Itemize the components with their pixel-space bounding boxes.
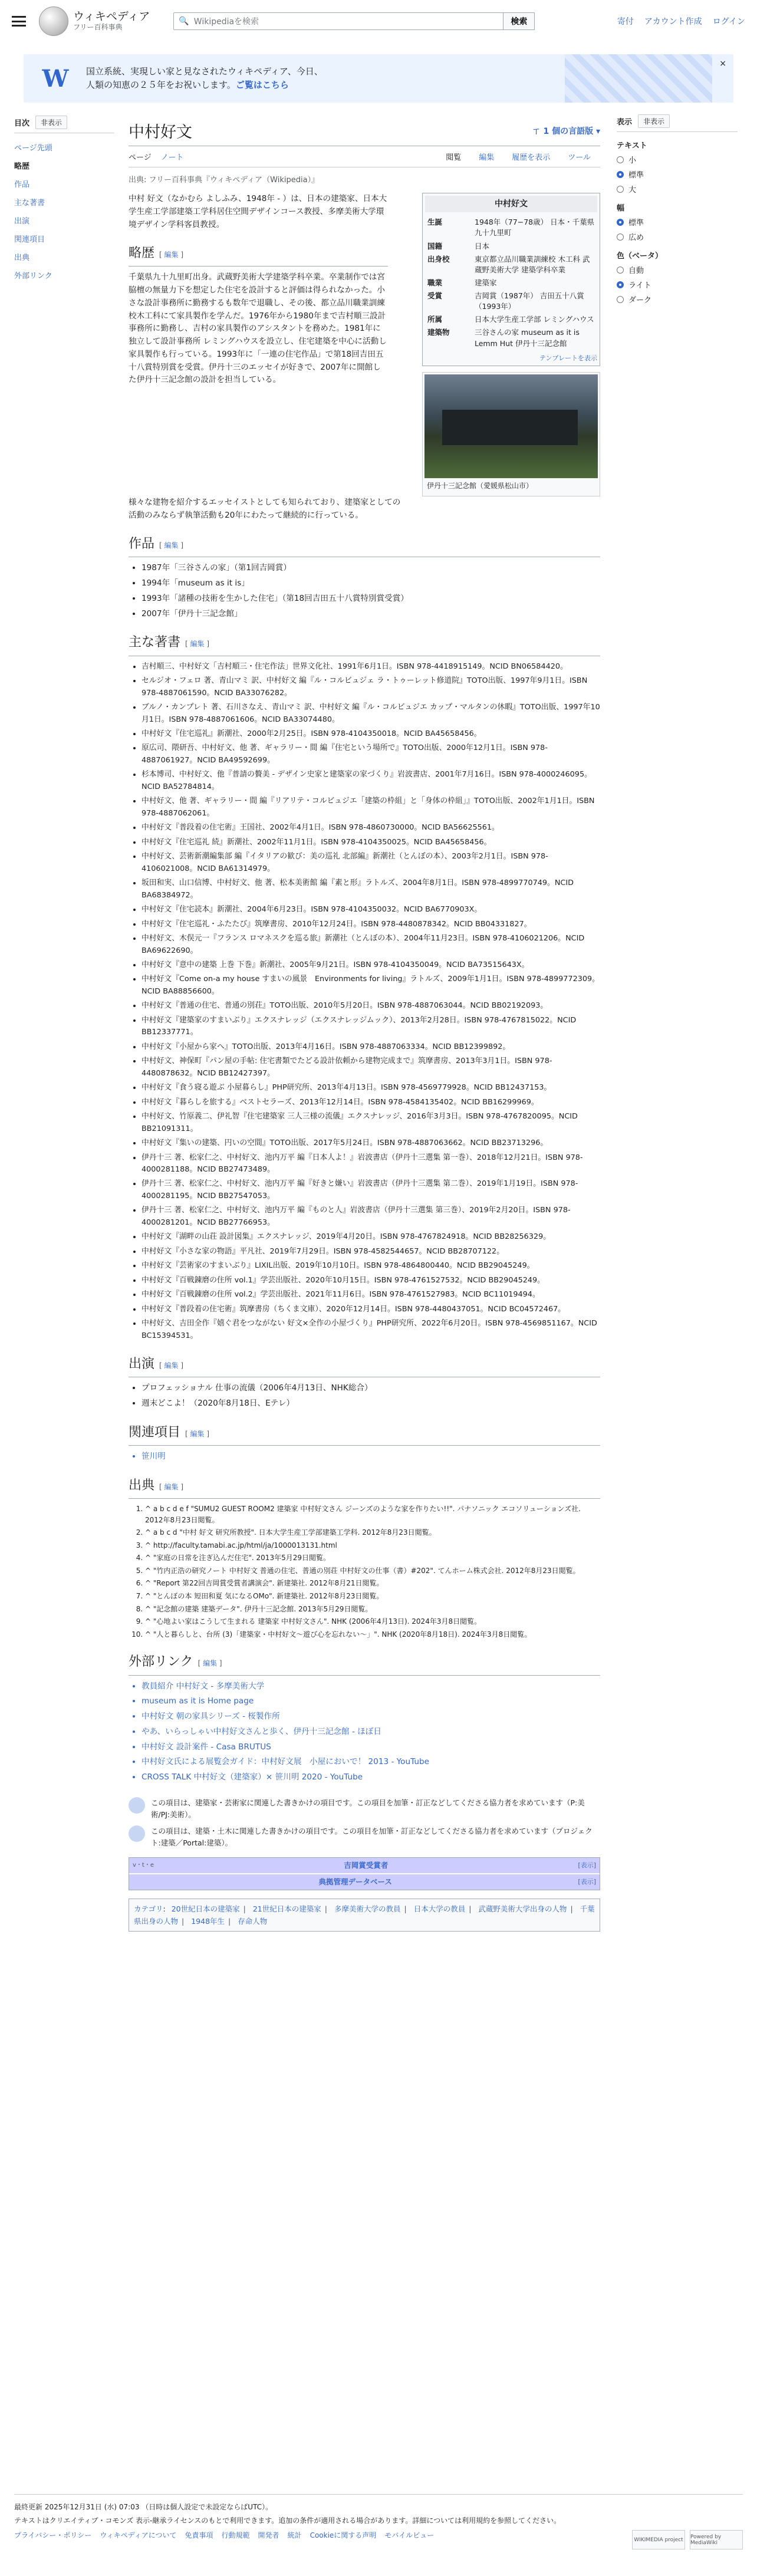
search-icon: 🔍 <box>179 17 189 26</box>
tab-page[interactable]: ページ <box>129 153 152 162</box>
text-size-large[interactable]: 大 <box>617 183 738 195</box>
references-list <box>129 1504 600 1640</box>
search-button[interactable]: 検索 <box>503 12 535 30</box>
infobox-row: 出身校 東京都立品川職業訓練校 木工科 武蔵野美術大学 建築学科卒業 <box>427 254 590 274</box>
footer-link[interactable]: 開発者 <box>258 2531 279 2539</box>
navbox-show-button[interactable]: [表示] <box>578 1878 596 1886</box>
tab-talk[interactable]: ノート <box>160 153 184 162</box>
footer-link[interactable]: 統計 <box>287 2531 302 2539</box>
toc-item-external[interactable]: 外部リンク <box>14 272 52 281</box>
book-item: • 吉村順三、中村好文「吉村順三・住宅作法」世界文化社、1991年6月1日。ISBN 978-4418915149。NCID BN06584420。 <box>141 661 600 673</box>
mediawiki-badge[interactable]: Powered by MediaWiki <box>690 2530 743 2549</box>
toc-item-works[interactable]: 作品 <box>14 180 30 189</box>
building-icon <box>129 1825 145 1842</box>
photo-caption: 伊丹十三記念館（愛媛県松山市） <box>427 481 534 490</box>
reference-item: 10. ^ "人と暮らしと、台所 (3)「建築家・中村好文〜遊び心を忘れない〜」". NHK (2020年8月18日). 2024年3月8日閲覧。 <box>145 1629 600 1640</box>
donate-link[interactable]: 寄付 <box>617 17 634 27</box>
template-link[interactable]: テンプレートを表示 <box>539 354 597 362</box>
works-list <box>129 562 600 620</box>
external-link-item: • 中村好文氏による展覧会ガイド：中村好文展 小屋においで！ 2013 - YouTube <box>141 1756 600 1769</box>
footer-link[interactable]: モバイルビュー <box>384 2531 435 2539</box>
page-title: 中村好文 <box>129 123 192 142</box>
create-account-link[interactable]: アカウント作成 <box>644 17 702 27</box>
color-auto[interactable]: 自動 <box>617 264 738 275</box>
personal-tools <box>617 15 745 27</box>
tab-read[interactable]: 閲覧 <box>446 153 462 162</box>
external-link-item: • 教員紹介 中村好文 - 多摩美術大学 <box>141 1680 600 1693</box>
external-link-item: • 中村好文 朝の家具シリーズ - 桜製作所 <box>141 1710 600 1723</box>
footer-link[interactable]: Cookieに関する声明 <box>310 2531 377 2539</box>
navbox-title-award[interactable]: 吉岡賞受賞者 <box>344 1860 389 1870</box>
work-item: • 2007年「伊丹十三記念館」 <box>141 608 600 621</box>
navbox-vte[interactable]: v・t・e <box>133 1861 154 1868</box>
heading-career: 略歴 [ 編集 ] <box>129 243 388 267</box>
edit-link[interactable]: 編集 <box>190 640 205 649</box>
article-main <box>129 114 600 1932</box>
main-menu-icon[interactable] <box>12 16 26 27</box>
page-title-row <box>129 119 600 146</box>
lead-paragraph: 中村 好文（なかむら よしふみ、1948年 - ）は、日本の建築家、日本大学生産工学部建築工学科居住空間デザインコース教授、多摩美術大学環境デザイン学科客員教授。 <box>129 194 387 229</box>
external-link-item: • やあ、いらっしゃい中村好文さんと歩く、伊丹十三記念館 - ほぼ日 <box>141 1726 600 1739</box>
reference-item: 8. ^ "記念館の建築 建築データ". 伊丹十三記念館. 2013年5月29日閲覧。 <box>145 1604 600 1615</box>
banner-line-2: 人類の知恵の２５年をお祝いします。 <box>86 80 236 90</box>
heading-appearances: 出演 [ 編集 ] <box>129 1354 600 1377</box>
categories-label[interactable]: カテゴリ <box>134 1904 163 1913</box>
work-item: • 1994年「museum as it is」 <box>141 577 600 590</box>
site-header <box>0 0 757 42</box>
text-size-small[interactable]: 小 <box>617 154 738 165</box>
toc-item-references[interactable]: 出典 <box>14 254 30 262</box>
books-list <box>129 661 600 1342</box>
heading-works: 作品 [ 編集 ] <box>129 534 600 557</box>
toc-item-career[interactable]: 略歴 <box>14 162 30 171</box>
book-item: • 中村好文『芸術家のすまいぶり』LIXIL出版、2019年10月10日。ISBN 978-4864800440。NCID BB29045249。 <box>141 1260 600 1272</box>
work-item: • 1987年「三谷さんの家」（第1回吉岡賞） <box>141 562 600 575</box>
footer-link[interactable]: プライバシー・ポリシー <box>14 2531 92 2539</box>
book-item: • 中村好文、木俣元一『フランス ロマネスクを巡る旅』新潮社（とんぼの本）、2004年11月23日。ISBN 978-4106021206。NCID BA69622690。 <box>141 933 600 957</box>
reference-item: 3. ^ http://faculty.tamabi.ac.jp/html/ja/1000013131.html <box>145 1540 600 1551</box>
width-wide[interactable]: 広め <box>617 231 738 242</box>
search-input[interactable] <box>173 12 503 30</box>
reference-item: 2. ^ a b c d "中村 好文 研究所教授". 日本大学生産工学部建築工学科. 2012年8月23日閲覧。 <box>145 1527 600 1538</box>
color-label: 色（ベータ） <box>617 252 663 261</box>
book-item: • 坂田和実、山口信博、中村好文、他 著、松本美術館 編『素と形』ラトルズ、2004年8月1日。ISBN 978-4899770749。NCID BA68384972。 <box>141 877 600 902</box>
tab-tools[interactable]: ツール <box>568 153 591 162</box>
book-item: • 中村好文『住宅巡礼 続』新潮社、2002年11月1日。ISBN 978-4104350025。NCID BA45658456。 <box>141 837 600 848</box>
wikipedia-globe-icon <box>39 6 68 36</box>
stub-notice-art <box>129 1797 600 1821</box>
book-item: • セルジオ・フェロ 著、青山マミ 訳、中村好文 編『ル・コルビュジェ ラ・トゥーレット修道院』TOTO出版、1997年9月1日。ISBN 978-4887061590。NCID BA33076282。 <box>141 675 600 699</box>
appearance-panel <box>617 114 738 1932</box>
book-item: • ブルノ・カンプレト 著、石川さなえ、青山マミ 訳、中村好文 編『ル・コルビュジエ カップ・マルタンの休暇』TOTO出版、1997年10月1日。ISBN 978-4887061606。NCID BA33074480。 <box>141 702 600 726</box>
toc-hide-button[interactable]: 非表示 <box>35 116 67 129</box>
stub-notice-text: この項目は、建築・土木に関連した書きかけの項目です。この項目を加筆・訂正などしてくださる協力者を求めています（プロジェクト:建築／Portal:建築）。 <box>151 1826 593 1847</box>
book-item: • 中村好文『湖畔の山荘 設計図集』エクスナレッジ、2019年4月20日。ISBN 978-4767824918。NCID BB28256329。 <box>141 1231 600 1243</box>
book-item: • 中村好文『普段着の住宅術』王国社、2002年4月1日。ISBN 978-4860730000。NCID BA56625561。 <box>141 822 600 834</box>
width-label: 幅 <box>617 204 625 213</box>
color-light[interactable]: ライト <box>617 279 738 290</box>
text-size-standard[interactable]: 標準 <box>617 169 738 180</box>
infobox <box>422 193 600 366</box>
book-item: • 中村好文、神保町『パン屋の手帖: 住宅書類でたどる設計依頼から建物完成まで』筑摩書房、2013年3月1日。ISBN 978-4480878632。NCID BB12427397。 <box>141 1055 600 1080</box>
reference-item: 9. ^ "心地よい家はこうして生まれる 建築家 中村好文さん". NHK (2006年4月13日). 2024年3月8日閲覧。 <box>145 1616 600 1627</box>
color-dark[interactable]: ダーク <box>617 294 738 305</box>
appearance-item: • プロフェッショナル 仕事の流儀（2006年4月13日、NHK総合） <box>141 1382 600 1395</box>
reference-item: 6. ^ "Report 第22回吉岡賞受賞者講演会". 新建築社. 2012年8月21日閲覧。 <box>145 1578 600 1589</box>
category-link[interactable]: 1948年生 <box>191 1917 225 1926</box>
reference-item: 5. ^ "竹内正浩の研究ノート 中村好文 普通の住宅、普通の別荘 中村好文の仕事（書）#202". てんホーム株式会社. 2012年8月23日閲覧。 <box>145 1565 600 1577</box>
category-link[interactable]: 多摩美術大学の教員 <box>334 1904 401 1913</box>
edit-link[interactable]: 編集 <box>164 1482 179 1491</box>
book-item: • 中村好文『住宅巡礼・ふたたび』筑摩書房、2010年12月24日。ISBN 978-4480878342。NCID BB04331827。 <box>141 919 600 930</box>
book-item: • 中村好文『普通の住宅、普通の別荘』TOTO出版、2010年5月20日。ISBN 978-4887063044。NCID BB02192093。 <box>141 1000 600 1012</box>
edit-link[interactable]: 編集 <box>164 541 179 550</box>
book-item: • 中村好文『小さな家の物語』平凡社、2019年7月29日。ISBN 978-4582544657。NCID BB28707122。 <box>141 1246 600 1258</box>
book-item: • 中村好文『小屋から家へ』TOTO出版、2013年4月16日。ISBN 978-4887063334。NCID BB12399892。 <box>141 1041 600 1053</box>
navbox-show-button[interactable]: [表示] <box>578 1861 596 1870</box>
appearances-list <box>129 1382 600 1410</box>
book-item: • 中村好文、他 著、ギャラリー・間 編『リアリテ・コルビュジエ「建築の枠組」と「身体の枠組」』TOTO出版、2002年1月1日。ISBN 978-4887062061。 <box>141 795 600 820</box>
book-item: • 伊丹十三 著、松家仁之、中村好文、池内万平 編『ものと人』岩波書店（伊丹十三選集 第三巻）、2019年2月20日。ISBN 978-4000281201。NCID BB27766953。 <box>141 1205 600 1229</box>
toc-item-related[interactable]: 関連項目 <box>14 235 45 244</box>
category-links: カテゴリ: 20世紀日本の建築家 | 21世紀日本の建築家 | 多摩美術大学の教員 | 日本大学の教員 | 武蔵野美術大学出身の人物 | 千葉県出身の人物 | 1948年生 | 存命人物 <box>129 1899 600 1932</box>
toc-title: 目次 <box>14 119 30 128</box>
museum-photo[interactable] <box>424 374 598 478</box>
infobox-title: 中村好文 <box>425 196 597 212</box>
search-form <box>173 12 535 30</box>
external-link-item: • museum as it is Home page <box>141 1695 600 1708</box>
category-link[interactable]: 千葉県出身の人物 <box>134 1904 595 1926</box>
footer-link[interactable]: 免責事項 <box>185 2531 213 2539</box>
stub-notice-architecture <box>129 1825 600 1849</box>
navbox <box>129 1857 600 1890</box>
banner-link[interactable]: ご覧はこちら <box>235 80 289 90</box>
heading-references: 出典 [ 編集 ] <box>129 1475 600 1499</box>
infobox-row: 受賞 吉岡賞（1987年） 吉田五十八賞（1993年） <box>427 291 584 311</box>
appearance-hide-button[interactable]: 非表示 <box>638 114 670 128</box>
edit-link[interactable]: 編集 <box>190 1429 205 1438</box>
width-standard[interactable]: 標準 <box>617 216 738 228</box>
infobox-row: 国籍 日本 <box>427 241 490 251</box>
book-item: • 杉本博司、中村好文、他『普請の贅美 - デザイン史家と建築家の家づくり』岩波書店、2001年7月16日。ISBN 978-4000246095。NCID BA52784814。 <box>141 769 600 793</box>
external-links-list <box>129 1680 600 1784</box>
search-placeholder: Wikipediaを検索 <box>193 17 259 27</box>
category-link[interactable]: 20世紀日本の建築家 <box>171 1904 240 1913</box>
related-item: • 笹川明 <box>141 1450 600 1463</box>
toc-item-top[interactable]: ページ先頭 <box>14 144 52 153</box>
book-item: • 伊丹十三 著、松家仁之、中村好文、池内万平 編『好きと嫌い』岩波書店（伊丹十三選集 第二巻）、2019年1月19日。ISBN 978-4000281195。NCID BB27547053。 <box>141 1178 600 1202</box>
book-item: • 中村好文『普段着の住宅術』筑摩書房（ちくま文庫）、2020年12月14日。ISBN 978-4480437051。NCID BC04572467。 <box>141 1304 600 1315</box>
book-item: • 中村好文、吉田全作『嬉ぐ君をつながない 好文×全作の小屋づくり』PHP研究所、2022年6月20日。ISBN 978-4569851167。NCID BC15394531。 <box>141 1318 600 1342</box>
infobox-table <box>425 216 597 350</box>
book-item: • 中村好文、芸術新潮編集部 編『イタリアの歓び：美の巡礼 北部編』新潮社（とんぼの本）、2003年2月1日。ISBN 978-4106021008。NCID BA61314979。 <box>141 851 600 875</box>
heading-books: 主な著書 [ 編集 ] <box>129 632 600 656</box>
table-of-contents <box>14 114 114 1932</box>
book-item: • 中村好文『住宅巡礼』新潮社、2000年2月25日。ISBN 978-4104350018。NCID BA45658456。 <box>141 728 600 740</box>
footer-link[interactable]: ウィキペディアについて <box>100 2531 177 2539</box>
career-paragraph-1: 千葉県九十九里町出身。武蔵野美術大学建築学科卒業。卒業制作では宮脇檀の無量力下を想定した住宅を設計すると評価は得られなかった。小さな設計事務所に勤務するも数年で退職し、その後、都立品川職業訓練校木工科にて家具製作を学んだ。1976年から1980年まで吉村順三設計事務所に勤務し、吉村の家具製作のアシスタントを務めた。1981年に独立して設計事務所 レミングハウスを設立し、住宅建築を中心に活動し家具製作も行っている。1993年に「一連の住宅作品」で第18回吉田五十八賞特別賞を受賞。伊丹十三のエッセイが好きで、2007年に開館した伊丹十三記念館の設計を担当している。 <box>129 272 387 385</box>
tab-edit[interactable]: 編集 <box>479 153 495 162</box>
edit-link[interactable]: 編集 <box>164 1361 179 1370</box>
category-link[interactable]: 21世紀日本の建築家 <box>252 1904 321 1913</box>
book-item: • 中村好文『暮らしを旅する』ベストセラーズ、2013年12月14日。ISBN 978-4584135402。NCID BB16299969。 <box>141 1097 600 1108</box>
last-modified: 最終更新 2025年12月31日 (水) 07:03 （日時は個人設定で未設定ならばUTC）。 <box>14 2503 273 2511</box>
reference-item: 4. ^ "家庭の日常を注ぎ込んだ住宅". 2013年5月29日閲覧。 <box>145 1552 600 1564</box>
text-size-label: テキスト <box>617 142 647 150</box>
article-source: 出典: フリー百科事典『ウィキペディア（Wikipedia）』 <box>129 176 320 185</box>
infobox-row: 職業 建築家 <box>427 278 497 287</box>
infobox-row: 所属 日本大学生産工学部 レミングハウス <box>427 315 594 324</box>
wikimedia-badge[interactable]: WIKIMEDIA project <box>632 2530 685 2549</box>
license-text: テキストはクリエイティブ・コモンズ 表示-継承ライセンスのもとで利用できます。追加の条件が適用される場合があります。詳細については利用規約を参照してください。 <box>14 2516 561 2525</box>
edit-link[interactable]: 編集 <box>164 251 179 259</box>
book-item: • 中村好文『意中の建築 上巻 下巻』新潮社、2005年9月21日。ISBN 978-4104350049。NCID BA73515643X。 <box>141 959 600 971</box>
reference-item: 1. ^ a b c d e f "SUMU2 GUEST ROOM2 建築家 中村好文さん ジーンズのような家を作りたい!!". パナソニック エコソリューションズ社. 2012年8月23日閲覧。 <box>145 1504 600 1525</box>
navbox-title-authority[interactable]: 典拠管理データベース <box>318 1877 392 1886</box>
page-footer <box>14 2494 743 2546</box>
page-tabs <box>129 151 600 167</box>
infobox-row: 建築物 三谷さんの家 museum as it is Lemm Hut 伊丹十三記念館 <box>427 328 580 348</box>
book-item: • 中村好文『建築家のすまいぶり』エクスナレッジ（エクスナレッジムック）、2013年2月28日。ISBN 978-4767815022。NCID BB12337771。 <box>141 1015 600 1039</box>
toc-item-appearances[interactable]: 出演 <box>14 217 30 226</box>
logo-subtitle: フリー百科事典 <box>73 23 123 32</box>
toc-item-books[interactable]: 主な著書 <box>14 199 45 208</box>
site-logo[interactable] <box>39 6 150 36</box>
stub-notice-text: この項目は、建築家・芸術家に関連した書きかけの項目です。この項目を加筆・訂正などしてくださる協力者を求めています（P:美術/PJ:美術）。 <box>151 1798 585 1819</box>
photo-figure <box>422 372 600 496</box>
book-item: • 中村好文『百戦錬磨の住所 vol.1』学芸出版社、2020年10月15日。ISBN 978-4761527532。NCID BB29045249。 <box>141 1275 600 1287</box>
reference-item: 7. ^ "とんぼの本 短田和夏 気になるOMo". 新建築社. 2012年8月23日閲覧。 <box>145 1591 600 1602</box>
banner-text <box>86 65 323 93</box>
work-item: • 1993年「諸種の技術を生かした住宅」（第18回吉田五十八賞特別賞受賞） <box>141 593 600 606</box>
external-link-item: • 中村好文 設計案件 - Casa BRUTUS <box>141 1741 600 1754</box>
book-item: • 中村好文『集いの建築、円いの空間』TOTO出版、2017年5月24日。ISBN 978-4887063662。NCID BB23713296。 <box>141 1137 600 1149</box>
book-item: • 原広司、隈研吾、中村好文、他 著、ギャラリー・間 編『住宅という場所で』TOTO出版、2000年12月1日。ISBN 978-4887061927。NCID BA49592699。 <box>141 742 600 766</box>
related-list <box>129 1450 600 1463</box>
edit-link[interactable]: 編集 <box>203 1659 218 1668</box>
external-link-item: • CROSS TALK 中村好文（建築家）× 笹川明 2020 - YouTube <box>141 1771 600 1784</box>
footer-link[interactable]: 行動規範 <box>221 2531 250 2539</box>
appearance-title: 表示 <box>617 118 633 127</box>
category-link[interactable]: 存命人物 <box>238 1917 268 1926</box>
career-paragraph-2: 様々な建物を紹介するエッセイストとしても知られており、建築家としての活動のみならず執筆活動も20年にわたって継続的に行っている。 <box>129 497 401 520</box>
heading-external: 外部リンク [ 編集 ] <box>129 1651 600 1675</box>
logo-title: ウィキペディア <box>73 10 150 24</box>
palette-icon <box>129 1797 145 1814</box>
book-item: • 中村好文『百戦錬磨の住所 vol.2』学芸出版社、2021年11月6日。ISBN 978-4761527983。NCID BC11019494。 <box>141 1289 600 1301</box>
language-count: 1 個の言語版 <box>543 126 594 136</box>
tab-history[interactable]: 履歴を表示 <box>512 153 551 162</box>
appearance-item: • 週末どこよ！（2020年8月18日、Eテレ） <box>141 1397 600 1410</box>
close-icon[interactable]: × <box>719 59 726 68</box>
language-button[interactable]: ㄒ 1 個の言語版 ▾ <box>532 126 600 136</box>
login-link[interactable]: ログイン <box>712 17 745 27</box>
book-item: • 中村好文『住宅読本』新潮社、2004年6月23日。ISBN 978-4104350032。NCID BA6770903X。 <box>141 904 600 916</box>
book-item: • 伊丹十三 著、松家仁之、中村好文、池内万平 編『日本人よ！』岩波書店（伊丹十三選集 第一巻）、2018年12月21日。ISBN 978-4000281188。NCID BB27473489。 <box>141 1152 600 1176</box>
puzzle-decoration <box>565 54 712 103</box>
category-link[interactable]: 日本大学の教員 <box>413 1904 466 1913</box>
book-item: • 中村好文『食う寝る遊ぶ 小屋暮らし』PHP研究所、2013年4月13日。ISBN 978-4569779928。NCID BB12437153。 <box>141 1082 600 1094</box>
book-item: • 中村好文、竹原義二、伊礼智『住宅建築家 三人三様の流儀』エクスナレッジ、2016年3月3日。ISBN 978-4767820095。NCID BB21091311。 <box>141 1111 600 1135</box>
category-link[interactable]: 武蔵野美術大学出身の人物 <box>478 1904 567 1913</box>
heading-related: 関連項目 [ 編集 ] <box>129 1422 600 1446</box>
fundraising-banner <box>24 54 733 103</box>
book-item: • 中村好文『Come on-a my house すまいの風景 Environments for living』ラトルズ、2009年1月1日。ISBN 978-4899772309。NCID BA88856600。 <box>141 973 600 998</box>
wikipedia-w-icon: W <box>42 64 69 93</box>
banner-line-1: 国立系統、実現しい家と見なされたウィキペディア、今日、 <box>86 65 323 77</box>
infobox-row: 生誕 1948年（77−78歳） 日本・千葉県九十九里町 <box>427 218 595 238</box>
